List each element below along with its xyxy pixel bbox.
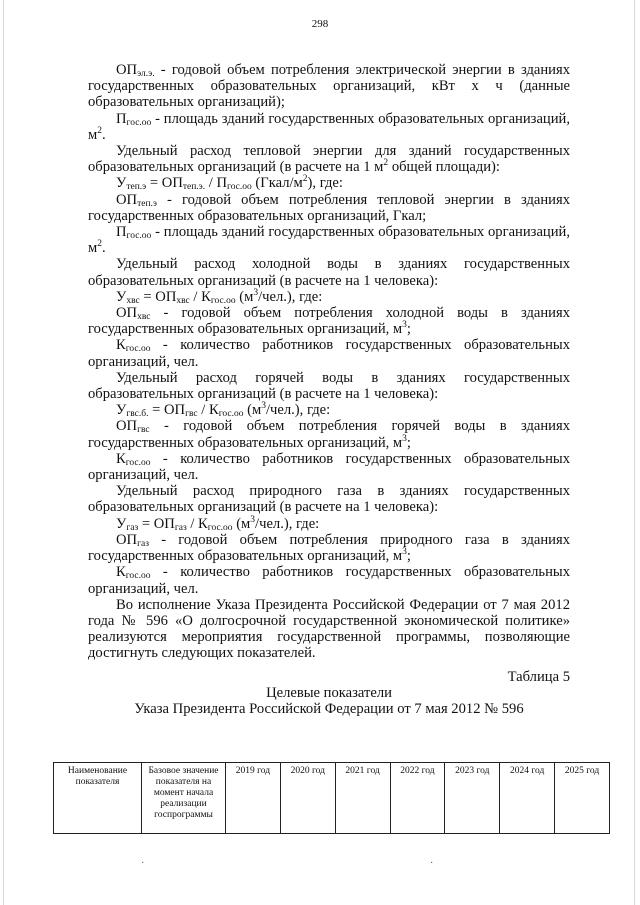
superscript: 2 [97, 239, 102, 250]
subscript: гос.оо [125, 344, 151, 355]
paragraph-p09 [88, 305, 570, 337]
paragraph-p11 [88, 370, 570, 402]
paragraph-p14 [88, 451, 570, 483]
document-body [88, 62, 570, 717]
scan-speck-left: · [141, 858, 145, 869]
text-run: - площадь зданий государственных образовательных организаций, м [88, 110, 570, 143]
text-run: ; [406, 434, 411, 451]
subscript: хвс [126, 295, 140, 306]
text-run: / К [189, 288, 211, 305]
table-title-line-2: Указа Президента Российской Федерации от 7 мая 2012 № 596 [134, 700, 524, 717]
text-run: Удельный расход холодной воды в зданиях государственных образовательных организаций (в расчете на 1 человека): [88, 256, 570, 289]
paragraph-p15 [88, 483, 570, 515]
paragraph-p03 [88, 143, 570, 175]
subscript: гос.оо [207, 522, 233, 533]
text-run: / К [197, 402, 219, 419]
paragraph-p10 [88, 337, 570, 369]
subscript: гвс [185, 409, 198, 420]
text-run: ОП [116, 62, 138, 78]
subscript: гос.оо [126, 231, 152, 242]
header-year-2024: 2024 год [500, 763, 555, 834]
text-run: /чел.), где: [258, 288, 323, 305]
text-run: Во исполнение Указа Президента Российской Федерации от 7 мая 2012 года № 596 «О долгосрочной государственной экономической политике» реализуются мероприятия государственной программы, позволяющие достигнуть следующих показателей. [88, 596, 570, 662]
text-run: - годовой объем потребления тепловой энергии в зданиях государственных образовательных организаций, Гкал; [88, 191, 570, 224]
text-run: = ОП [139, 288, 177, 305]
header-year-2021: 2021 год [335, 763, 390, 834]
text-run: (м [232, 515, 251, 532]
table-header-row [54, 763, 610, 834]
paragraph-list [88, 62, 570, 662]
subscript: гвс.б. [126, 409, 149, 420]
paragraph-p17 [88, 532, 570, 564]
header-year-2025: 2025 год [555, 763, 610, 834]
superscript: 2 [97, 125, 102, 136]
paragraph-p01 [88, 62, 570, 111]
superscript: 3 [402, 320, 407, 331]
superscript: 3 [253, 287, 259, 298]
page-number: 298 [311, 18, 329, 30]
paragraph-p08 [88, 289, 570, 305]
text-run: П [116, 224, 127, 241]
table-title-line-1: Целевые показатели [266, 684, 392, 701]
text-run: К [116, 337, 126, 354]
header-base-value: Базовое значение показателя на момент начала реализации госпрограммы [142, 763, 226, 834]
text-run: ), где: [307, 175, 343, 192]
text-run: У [116, 515, 127, 532]
text-run: /чел.), где: [255, 515, 320, 532]
text-run: К [116, 450, 126, 467]
text-run: . [102, 126, 106, 143]
header-indicator-name: Наименование показателя [54, 763, 142, 834]
text-run: ОП [116, 418, 138, 435]
text-run: У [116, 402, 127, 419]
subscript: гос.оо [125, 571, 151, 582]
text-run: - площадь зданий государственных образовательных организаций, м [88, 224, 570, 257]
paragraph-p06 [88, 224, 570, 256]
paragraph-p05 [88, 192, 570, 224]
text-run: /чел.), где: [265, 402, 331, 419]
subscript: газ [126, 522, 139, 533]
subscript: газ [137, 538, 149, 549]
text-run: - годовой объем потребления электрической энергии в зданиях государственных образовательных организаций, кВт х ч (данные образовательных организаций); [88, 62, 570, 111]
text-run: = ОП [146, 175, 183, 192]
targets-table [53, 762, 610, 834]
subscript: гос.оо [210, 295, 236, 306]
text-run: / К [186, 515, 208, 532]
text-run: ; [406, 321, 411, 338]
text-run: - годовой объем потребления природного газа в зданиях государственных образовательных организаций, м [88, 531, 570, 565]
superscript: 3 [402, 547, 407, 558]
text-run: (Гкал/м [251, 175, 303, 192]
paragraph-p16 [88, 516, 570, 532]
text-run: У [116, 175, 127, 192]
text-run: = ОП [138, 515, 175, 532]
subscript: теп.э. [182, 182, 206, 193]
text-run: - годовой объем потребления холодной воды в зданиях государственных образовательных организаций, м [88, 305, 570, 338]
paragraph-p18 [88, 564, 570, 596]
scan-edge-line-right [634, 0, 635, 905]
paragraph-p12 [88, 402, 570, 418]
superscript: 3 [402, 433, 407, 444]
subscript: гос.оо [126, 117, 152, 128]
superscript: 3 [250, 514, 256, 525]
paragraph-p04 [88, 175, 570, 191]
text-run: Удельный расход природного газа в зданиях государственных образовательных организаций (в расчете на 1 человека): [88, 483, 570, 516]
table-label: Таблица 5 [507, 668, 570, 685]
scan-speck-right: · [430, 858, 434, 869]
paragraph-p02 [88, 111, 570, 143]
header-year-2022: 2022 год [390, 763, 445, 834]
header-year-2023: 2023 год [445, 763, 500, 834]
text-run: - количество работников государственных образовательных организаций, чел. [88, 450, 570, 484]
subscript: эл.э. [137, 69, 155, 79]
subscript: гвс [137, 425, 150, 436]
text-run: Удельный расход тепловой энергии для зданий государственных образовательных организаций (в расчете на 1 м [88, 143, 570, 176]
subscript: гос.оо [227, 182, 252, 193]
text-run: К [116, 564, 126, 581]
subscript: теп.э [137, 198, 157, 209]
subscript: гос.оо [125, 457, 151, 468]
text-run: - годовой объем потребления горячей воды в зданиях государственных образовательных организаций, м [88, 418, 570, 451]
paragraph-p13 [88, 418, 570, 450]
text-run: ОП [116, 191, 138, 208]
superscript: 3 [261, 401, 266, 412]
subscript: теп.э [126, 182, 147, 193]
text-run: - количество работников государственных образовательных организаций, чел. [88, 564, 570, 597]
text-run: общей площади): [388, 159, 500, 176]
paragraph-p19 [88, 597, 570, 662]
scan-edge-line-left [3, 0, 4, 905]
text-run: . [102, 240, 106, 257]
header-year-2020: 2020 год [280, 763, 335, 834]
subscript: гос.оо [218, 409, 244, 420]
subscript: хвс [137, 312, 151, 323]
text-run: У [116, 288, 127, 305]
subscript: газ [174, 522, 187, 533]
subscript: хвс [176, 295, 190, 306]
header-year-2019: 2019 год [226, 763, 281, 834]
text-run: / П [205, 175, 228, 192]
paragraph-p07 [88, 256, 570, 288]
text-run: Удельный расход горячей воды в зданиях государственных образовательных организаций (в расчете на 1 человека): [88, 369, 570, 403]
text-run: (м [243, 402, 262, 419]
superscript: 2 [383, 158, 389, 169]
text-run: П [116, 110, 127, 127]
text-run: = ОП [148, 402, 186, 419]
text-run: ОП [116, 531, 138, 548]
text-run: ; [406, 548, 411, 565]
text-run: (м [235, 288, 254, 305]
superscript: 2 [302, 174, 308, 185]
text-run: - количество работников государственных образовательных организаций, чел. [88, 337, 570, 370]
text-run: ОП [116, 305, 138, 322]
